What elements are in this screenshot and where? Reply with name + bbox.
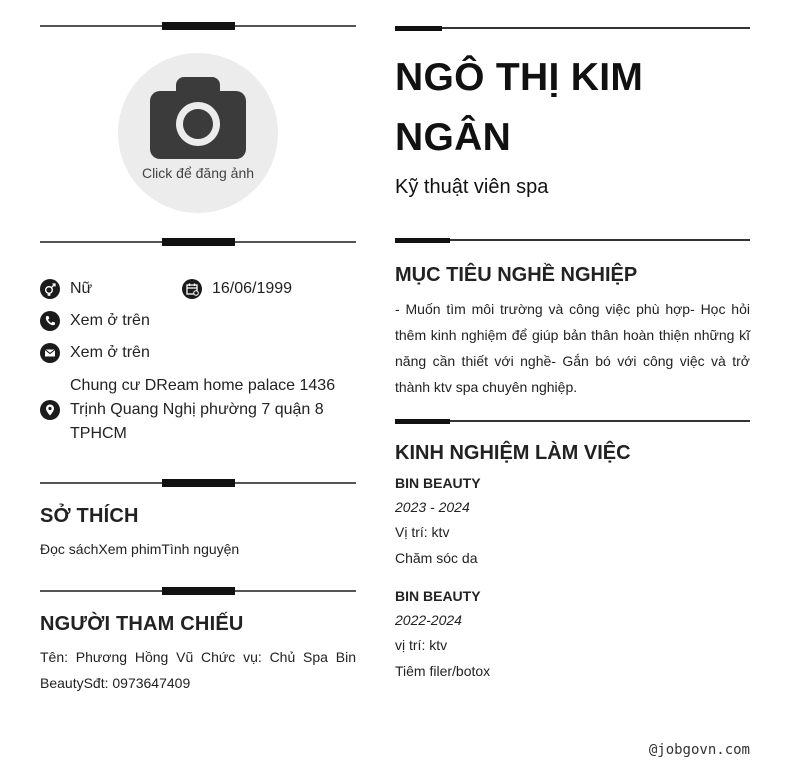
watermark: @jobgovn.com — [648, 742, 750, 758]
divider — [395, 238, 750, 243]
birthday-row — [182, 279, 292, 299]
email-row — [40, 343, 150, 363]
divider — [395, 26, 750, 31]
phone-icon — [40, 311, 60, 331]
gender-row — [40, 279, 92, 299]
experience-company: BIN BEAUTY — [395, 588, 481, 604]
phone-value: Xem ở trên — [70, 312, 150, 329]
gender-value: Nữ — [70, 280, 93, 297]
calendar-icon — [182, 279, 202, 299]
camera-icon — [150, 77, 246, 161]
hobbies-title: SỞ THÍCH — [40, 505, 139, 527]
divider — [40, 22, 356, 30]
birthday-value: 16/06/1999 — [212, 280, 293, 297]
address-value: Chung cư DReam home palace 1436 Trịnh Quang Nghị phường 7 quận 8 TPHCM — [70, 377, 336, 442]
photo-upload-label: Click để đăng ảnh — [141, 165, 255, 181]
experience-title: KINH NGHIỆM LÀM VIỆC — [395, 442, 631, 464]
phone-row — [40, 311, 150, 331]
experience-company: BIN BEAUTY — [395, 475, 481, 491]
objective-title: MỤC TIÊU NGHỀ NGHIỆP — [395, 264, 638, 286]
experience-position: vị trí: ktv — [395, 637, 448, 653]
gender-icon — [40, 279, 60, 299]
photo-upload[interactable] — [118, 53, 278, 213]
location-icon — [40, 400, 60, 420]
email-icon — [40, 343, 60, 363]
divider — [40, 587, 356, 595]
references-title: NGƯỜI THAM CHIẾU — [40, 613, 244, 635]
experience-description: Tiêm filer/botox — [395, 663, 491, 679]
experience-position: Vị trí: ktv — [395, 524, 450, 540]
candidate-name: NGÔ THỊ KIM NGÂN — [395, 56, 644, 159]
hobbies-text: Đọc sáchXem phimTình nguyện — [40, 541, 240, 557]
experience-item — [395, 584, 750, 684]
experience-period: 2022-2024 — [395, 612, 462, 628]
divider — [40, 479, 356, 487]
divider — [395, 419, 750, 424]
objective-text: - Muốn tìm môi trường và công việc phù hợp- Học hỏi thêm kinh nghiệm để giúp bản thân hoàn thiện những kĩ năng cần thiết với nghề- Gắn bó với công việc và trở thành ktv spa chuyên nghiệp. — [395, 301, 750, 395]
experience-item — [395, 471, 750, 571]
experience-period: 2023 - 2024 — [395, 499, 470, 515]
experience-description: Chăm sóc da — [395, 550, 478, 566]
email-value: Xem ở trên — [70, 344, 150, 361]
divider — [40, 238, 356, 246]
job-title: Kỹ thuật viên spa — [395, 176, 549, 198]
references-text: Tên: Phương Hồng Vũ Chức vụ: Chủ Spa Bin BeautySđt: 0973647409 — [40, 649, 356, 691]
